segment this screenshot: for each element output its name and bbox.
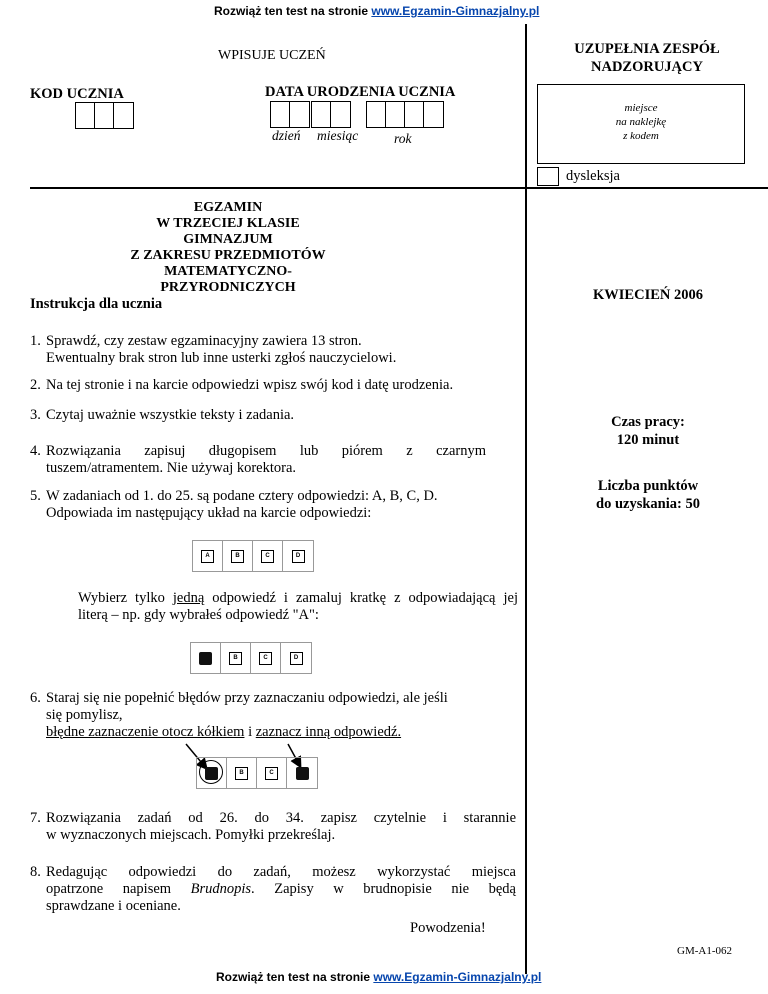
choose-text: Wybierz tylko jedną odpowiedź i zamaluj kratkę z odpowiadającą jej literą – np. gdy wybrałeś odpowiedź "A": (78, 590, 518, 623)
answer-box-c: C (261, 550, 274, 563)
title-line-3: Z ZAKRESU PRZEDMIOTÓW (130, 248, 326, 263)
instruction-8: 8. Redagując odpowiedzi do zadań, możesz wykorzystać miejsca opatrzone napisem Brudnopis. Zapisy w brudnopisie nie będą sprawdzane i oceniane. (30, 864, 516, 914)
corrected-answer-example: B C (196, 757, 318, 789)
bottom-banner (216, 970, 541, 984)
data-urodzenia-label: DATA URODZENIA UCZNIA (265, 84, 456, 100)
dysleksja-checkbox[interactable] (537, 167, 559, 186)
vertical-divider (525, 24, 527, 974)
answer-box-d: D (292, 550, 305, 563)
dzien-boxes[interactable] (270, 101, 310, 128)
exam-title (118, 200, 338, 296)
answer-box-b: B (231, 550, 244, 563)
czas-pracy (528, 413, 768, 449)
bottom-banner-link[interactable]: www.Egzamin-Gimnazjalny.pl (373, 970, 542, 984)
sticker-line-1: miejsce (624, 102, 658, 114)
bottom-banner-text: Rozwiąż ten test na stronie (216, 970, 374, 984)
instruction-3: 3. Czytaj uważnie wszystkie teksty i zadania. (30, 407, 295, 423)
exam-code: GM-A1-062 (677, 945, 732, 957)
pkt-line-1: Liczba punktów (597, 478, 699, 494)
instrukcja-heading: Instrukcja dla ucznia (30, 296, 163, 312)
pkt-line-2: do uzyskania: 50 (596, 496, 700, 512)
rok-boxes[interactable] (366, 101, 444, 128)
exam-date: KWIECIEŃ 2006 (593, 287, 703, 303)
banner-text: Rozwiąż ten test na stronie (214, 4, 372, 18)
instruction-5: 5. W zadaniach od 1. do 25. są podane cztery odpowiedzi: A, B, C, D. Odpowiada im następujący układ na karcie odpowiedzi: (30, 488, 438, 521)
sticker-box (537, 84, 745, 164)
zespol-label: UZUPEŁNIA ZESPÓŁ NADZORUJĄCY (574, 41, 720, 75)
instruction-4: 4. Rozwiązania zapisuj długopisem lub piórem z czarnym tuszem/atramentem. Nie używaj korektora. (30, 443, 486, 476)
filled-answer-a (199, 652, 212, 665)
miesiac-label: miesiąc (317, 128, 359, 143)
czas-line-2: 120 minut (616, 432, 680, 448)
instruction-6: 6. Staraj się nie popełnić błędów przy zaznaczaniu odpowiedzi, ale jeśli się pomylisz, błędne zaznaczenie otocz kółkiem i zaznacz inną odpowiedź. (30, 690, 448, 740)
filled-answer-example: B C D (190, 642, 312, 674)
horizontal-divider (30, 187, 768, 189)
title-line-2: W TRZECIEJ KLASIE GIMNAZJUM (156, 216, 300, 247)
kod-ucznia-label: KOD UCZNIA (30, 86, 124, 102)
banner-link[interactable]: www.Egzamin-Gimnazjalny.pl (371, 4, 540, 18)
top-banner (214, 4, 539, 18)
title-line-4: MATEMATYCZNO-PRZYRODNICZYCH (160, 264, 296, 295)
kod-ucznia-boxes[interactable] (75, 102, 134, 129)
answer-box-a: A (201, 550, 214, 563)
sticker-line-2: na naklejkę (615, 116, 667, 128)
instruction-7: 7. Rozwiązania zadań od 26. do 34. zapisz czytelnie i starannie w wyznaczonych miejscach. Pomyłki przekreślaj. (30, 810, 516, 843)
czas-line-1: Czas pracy: (611, 414, 685, 430)
dzien-label: dzień (272, 128, 301, 143)
miesiac-boxes[interactable] (311, 101, 351, 128)
powodzenia: Powodzenia! (410, 920, 486, 936)
liczba-punktow (528, 477, 768, 513)
sticker-line-3: z kodem (623, 130, 659, 142)
title-line-1: EGZAMIN (193, 200, 263, 215)
rok-label: rok (394, 131, 412, 146)
instruction-2: 2. Na tej stronie i na karcie odpowiedzi wpisz swój kod i datę urodzenia. (30, 377, 454, 393)
circle-mark (199, 760, 223, 784)
new-answer-mark (296, 767, 309, 780)
wpisuje-uczen-label: WPISUJE UCZEŃ (218, 48, 326, 63)
dysleksja-label: dysleksja (566, 168, 620, 184)
answer-layout-example (192, 540, 314, 572)
instruction-1: 1. Sprawdź, czy zestaw egzaminacyjny zawiera 13 stron. Ewentualny brak stron lub inne usterki zgłoś nauczycielowi. (30, 333, 397, 366)
